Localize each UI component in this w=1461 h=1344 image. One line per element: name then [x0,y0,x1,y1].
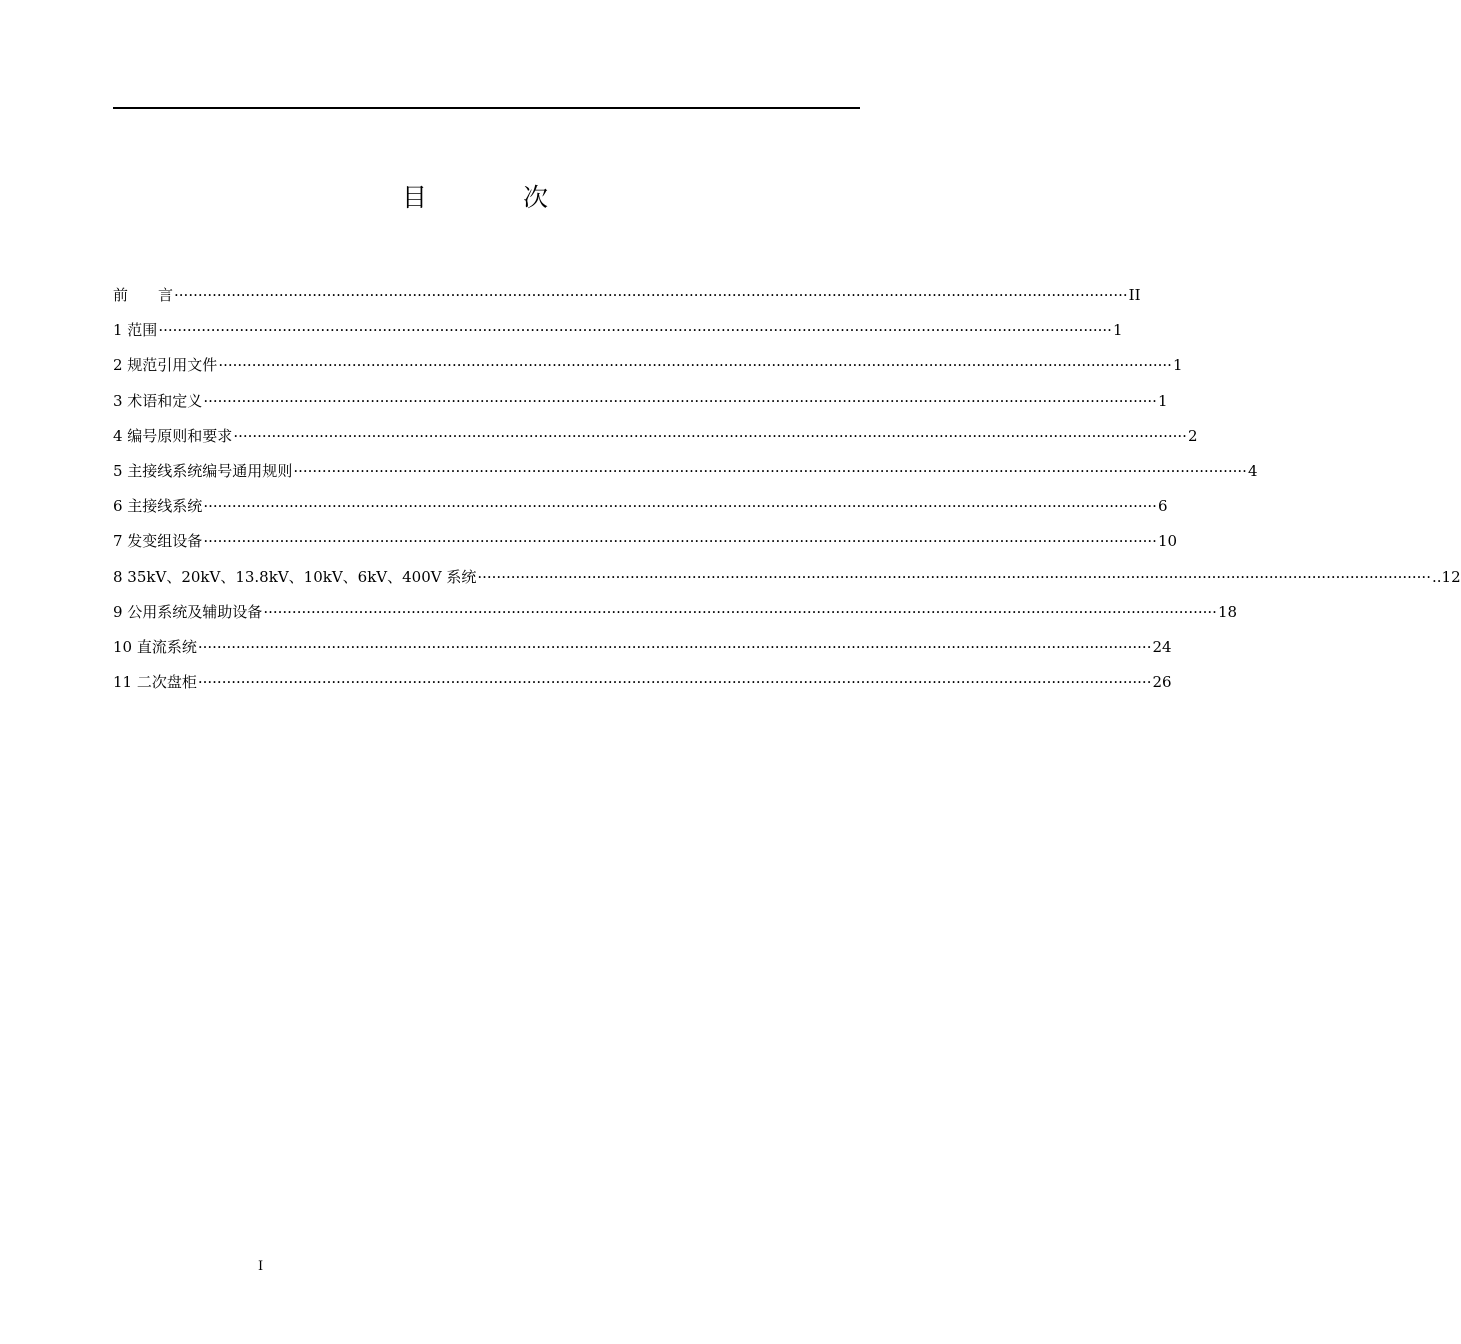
dot-leader: ········································································································································································································ [174,286,1128,304]
toc-title: 目 次 [402,183,592,212]
toc-entry-page: II [1128,286,1141,304]
toc-entry-page: 10 [1157,532,1178,551]
toc-entry[interactable] [113,313,1123,348]
toc-entry-label: 8 35kV、20kV、13.8kV、10kV、6kV、400V 系统 [113,567,477,586]
toc-entry-label: 3 术语和定义 [113,391,203,410]
toc-entry-label: 前 言 [113,286,174,304]
toc-entry-label: 10 直流系统 [113,637,197,656]
dot-leader: ········································································································································································································ [233,426,1187,445]
toc-entry-page: 2 [1187,426,1198,445]
dot-leader: ········································································································································································································ [263,602,1217,621]
toc-entry-page: 4 [1247,461,1258,480]
dot-leader: ········································································································································································································ [158,321,1112,340]
toc-entry-page: 1 [1172,356,1183,375]
toc-list [113,278,1461,700]
toc-entry-page: 24 [1152,637,1172,656]
toc-entry[interactable] [113,489,1168,524]
toc-entry[interactable] [113,665,1172,700]
toc-entry[interactable] [113,560,1461,595]
toc-entry-label: 5 主接线系统编号通用规则 [113,461,293,480]
dot-leader: ········································································································································································································ [197,673,1152,692]
toc-entry-label: 11 二次盘柜 [113,673,197,692]
toc-entry-page: 18 [1217,602,1238,621]
toc-entry-page: 1 [1157,391,1168,410]
toc-entry-label: 7 发变组设备 [113,532,203,551]
header-rule [113,107,860,109]
toc-entry-label: 1 范围 [113,321,158,340]
page-number: I [258,1259,264,1274]
dot-leader: ········································································································································································································ [203,391,1157,410]
toc-entry-page: 6 [1157,497,1168,516]
toc-entry-page: 26 [1152,673,1172,692]
dot-leader: ········································································································································································································ [218,356,1172,375]
dot-leader: ········································································································································································································ [197,637,1152,656]
toc-entry[interactable] [113,524,1178,559]
toc-entry[interactable] [113,630,1172,665]
dot-leader: ········································································································································································································ [477,567,1431,586]
dot-leader: ········································································································································································································ [203,532,1157,551]
toc-entry-label: 2 规范引用文件 [113,356,218,375]
toc-entry-label: 4 编号原则和要求 [113,426,233,445]
toc-entry[interactable] [113,278,1141,313]
toc-entry-label: 9 公用系统及辅助设备 [113,602,263,621]
toc-entry-page: ..12 [1431,567,1461,586]
toc-entry-label: 6 主接线系统 [113,497,203,516]
toc-entry[interactable] [113,454,1258,489]
toc-entry[interactable] [113,419,1198,454]
toc-entry-page: 1 [1112,321,1123,340]
toc-entry[interactable] [113,348,1183,383]
dot-leader: ········································································································································································································ [293,461,1247,480]
dot-leader: ········································································································································································································ [203,497,1157,516]
toc-entry[interactable] [113,384,1168,419]
toc-entry[interactable] [113,595,1238,630]
